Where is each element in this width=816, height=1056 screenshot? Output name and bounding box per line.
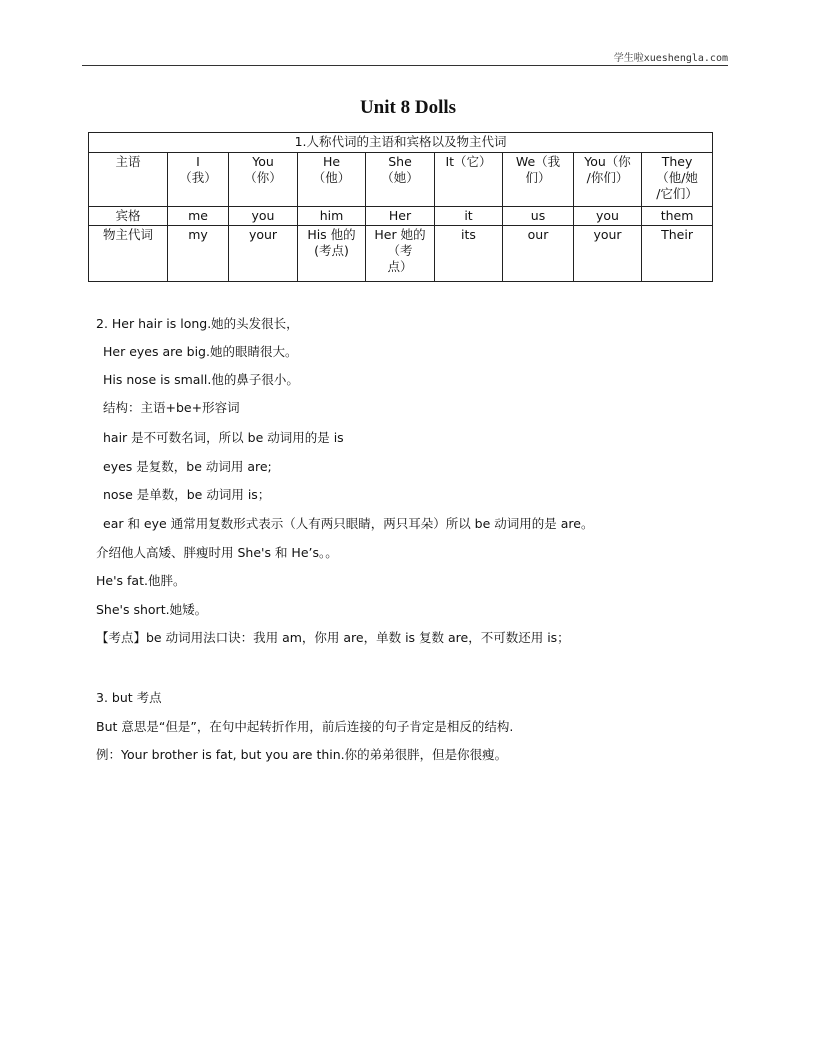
table-cell: your [574, 226, 642, 282]
table-caption: 1.人称代词的主语和宾格以及物主代词 [89, 133, 713, 153]
table-cell: His 他的 (考点) [298, 226, 366, 282]
table-cell: They （他/她 /它们） [642, 153, 713, 207]
table-row [89, 226, 713, 282]
row-label: 主语 [89, 153, 168, 207]
text-line: She's short.她矮。 [96, 602, 208, 617]
table-row [89, 207, 713, 226]
table-cell: It（它） [435, 153, 503, 207]
table-cell: Her [366, 207, 435, 226]
table-cell: it [435, 207, 503, 226]
table-cell: you [574, 207, 642, 226]
header-rule [82, 65, 728, 66]
table-cell: He （他） [298, 153, 366, 207]
table-cell: us [503, 207, 574, 226]
text-line: He's fat.他胖。 [96, 573, 186, 588]
table-cell: you [229, 207, 298, 226]
table-cell: him [298, 207, 366, 226]
table-cell: We（我 们） [503, 153, 574, 207]
row-label: 宾格 [89, 207, 168, 226]
table-cell: my [168, 226, 229, 282]
text-line: 【考点】be 动词用法口诀：我用 am，你用 are，单数 is 复数 are，不可数还用 is； [96, 630, 570, 645]
table-cell: them [642, 207, 713, 226]
table-cell: Her 她的 （考 点） [366, 226, 435, 282]
table-row [89, 153, 713, 207]
table-cell: your [229, 226, 298, 282]
table-cell: You （你） [229, 153, 298, 207]
text-line: eyes 是复数，be 动词用 are; [103, 459, 272, 474]
table-cell: our [503, 226, 574, 282]
pronoun-table [88, 132, 713, 282]
text-line: But 意思是“但是”，在句中起转折作用，前后连接的句子肯定是相反的结构. [96, 719, 514, 734]
text-line: 2. Her hair is long.她的头发很长， [96, 316, 299, 331]
text-line: 结构：主语+be+形容词 [103, 400, 240, 415]
table-cell: its [435, 226, 503, 282]
header-source: 学生啦xueshengla.com [613, 53, 728, 64]
text-line: nose 是单数，be 动词用 is； [103, 487, 271, 502]
text-line: His nose is small.他的鼻子很小。 [103, 372, 299, 387]
page-title: Unit 8 Dolls [359, 97, 457, 118]
table-cell: You（你 /你们） [574, 153, 642, 207]
text-line: 介绍他人高矮、胖瘦时用 She's 和 He’s。。 [96, 545, 338, 560]
row-label: 物主代词 [89, 226, 168, 282]
text-line: 例：Your brother is fat, but you are thin.你的弟弟很胖，但是你很瘦。 [96, 747, 508, 762]
table-cell: She （她） [366, 153, 435, 207]
table-cell: I （我） [168, 153, 229, 207]
text-line: hair 是不可数名词，所以 be 动词用的是 is [103, 430, 344, 445]
text-line: ear 和 eye 通常用复数形式表示（人有两只眼睛，两只耳朵）所以 be 动词用的是 are。 [103, 516, 594, 531]
table-cell: Their [642, 226, 713, 282]
text-line: Her eyes are big.她的眼睛很大。 [103, 344, 298, 359]
section-heading: 3. but 考点 [96, 690, 162, 705]
table-cell: me [168, 207, 229, 226]
